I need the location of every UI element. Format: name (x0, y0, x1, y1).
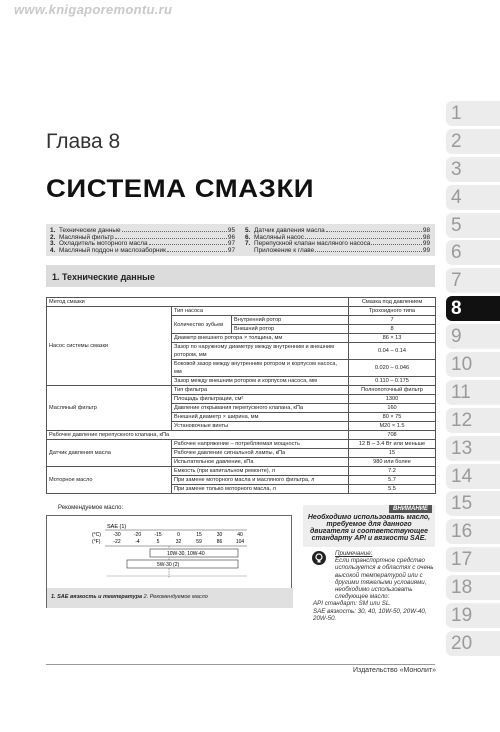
toc-title: Перепускной клапан масляного насоса (254, 240, 371, 247)
toc-leader (315, 248, 422, 252)
chapter-tab-7[interactable]: 7 (446, 268, 500, 293)
chapter-tab-17[interactable]: 17 (446, 547, 500, 572)
table-cell: 80 × 75 (349, 413, 436, 422)
toc-page: 97 (227, 246, 235, 254)
toc-right-column (245, 227, 430, 253)
table-cell: Полнопоточный фильтр (349, 386, 436, 395)
table-row (47, 440, 436, 449)
toc-page: 98 (422, 227, 430, 234)
chart-caption (47, 588, 293, 608)
toc-number: 3. (50, 240, 56, 247)
table-cell: 0.04 – 0.14 (349, 343, 436, 360)
group-label: Датчик давления масла (47, 440, 172, 467)
celsius-ticks (113, 532, 243, 538)
toc-title: Масляный насос (254, 233, 304, 241)
table-cell: 980 или более (349, 458, 436, 467)
recommended-oil-label: Рекомендуемое масло: (58, 505, 124, 511)
table-cell: Емкость (при капитальном ремонте), л (172, 467, 349, 476)
table-cell: 0.020 – 0.046 (349, 360, 436, 377)
toc-page: 99 (422, 240, 430, 247)
table-cell: При замене моторного масла и масляного фильтра, л (172, 476, 349, 485)
table-cell: Тип фильтра (172, 386, 349, 395)
toc-item[interactable] (50, 247, 235, 254)
tick-label: 32 (175, 539, 182, 545)
group-label: Масляный фильтр (47, 386, 172, 431)
viscosity-chart (46, 515, 292, 608)
table-cell: Установочные винты (172, 422, 349, 431)
table-cell: Количество зубьев (172, 316, 232, 334)
chapter-tab-15[interactable]: 15 (446, 491, 500, 516)
table-of-contents (46, 224, 435, 256)
table-cell: Внешний диаметр × ширина, мм (172, 413, 349, 422)
chapter-label: Глава 8 (46, 130, 121, 153)
table-cell: Рабочее напряжение – потребляемая мощность (172, 440, 349, 449)
toc-page: 95 (227, 227, 235, 234)
chapter-tab-5[interactable]: 5 (446, 213, 500, 238)
toc-title: Охладитель моторного масла (59, 240, 148, 247)
tick-label: 59 (196, 539, 202, 545)
celsius-label: (°C) (92, 532, 101, 538)
chapter-tab-10[interactable]: 10 (446, 352, 500, 377)
table-cell: Зазор между внешним ротором и корпусом насоса, мм (172, 377, 349, 386)
table-row (47, 431, 436, 440)
table-cell: 12 В – 3.4 Вт или меньше (349, 440, 436, 449)
table-cell: 5.7 (349, 476, 436, 485)
table-row (47, 467, 436, 476)
toc-title: Технические данные (59, 227, 121, 234)
caption-part-a: 1. SAE вязкость и температура (51, 594, 143, 600)
chapter-tab-9[interactable]: 9 (446, 324, 500, 349)
chapter-tab-18[interactable]: 18 (446, 575, 500, 600)
toc-number: 5. (245, 227, 251, 234)
table-cell: 8 (349, 325, 436, 334)
fahrenheit-label: (°F) (92, 539, 101, 545)
table-row (47, 298, 436, 307)
tick-label: 0 (177, 532, 180, 538)
table-cell: Смазка под давлением (349, 298, 436, 307)
chapter-title: СИСТЕМА СМАЗКИ (46, 175, 315, 203)
table-cell: 86 × 13 (349, 334, 436, 343)
table-row (47, 307, 436, 316)
warning-tag: ВНИМАНИЕ (389, 505, 432, 513)
chapter-tab-11[interactable]: 11 (446, 380, 500, 405)
table-cell: 7 (349, 316, 436, 325)
table-cell: 5.5 (349, 485, 436, 494)
table-cell: 15 (349, 449, 436, 458)
toc-page: 99 (422, 246, 430, 254)
toc-leader (305, 235, 422, 239)
chart-bar (127, 560, 238, 568)
chapter-tab-12[interactable]: 12 (446, 408, 500, 433)
tick-label: -20 (133, 532, 142, 538)
chapter-tab-2[interactable]: 2 (446, 129, 500, 154)
group-label: Насос системы смазки (47, 307, 172, 386)
tick-label: 5 (156, 539, 160, 545)
toc-title: Датчик давления масла (254, 227, 325, 234)
section-heading: 1. Технические данные (46, 265, 435, 287)
table-cell: 160 (349, 404, 436, 413)
tick-label: -30 (113, 532, 121, 538)
toc-left-column (50, 227, 235, 253)
toc-number: 7. (245, 240, 251, 247)
toc-leader (371, 241, 422, 245)
chapter-tab-6[interactable]: 6 (446, 240, 500, 265)
spec-table (46, 297, 436, 494)
toc-page: 98 (422, 233, 430, 241)
toc-leader (326, 228, 422, 232)
caption-part-b: 2. Рекомендуемое масло (143, 594, 208, 600)
chapter-tab-3[interactable]: 3 (446, 157, 500, 182)
chart-bar-label: 5W-30 (2) (157, 562, 180, 568)
table-cell: 0.110 – 0.175 (349, 377, 436, 386)
toc-leader (115, 235, 227, 239)
table-row (47, 386, 436, 395)
table-cell: Внутренний ротор (232, 316, 349, 325)
toc-leader (122, 228, 227, 232)
chart-header: SAE (1) (107, 524, 127, 530)
chapter-tab-14[interactable]: 14 (446, 464, 500, 489)
toc-title: Приложение к главе (254, 246, 315, 254)
note-text: Если транспортное средство используется в областях с очень высокой температурой или с другими тяжелыми условиями, необходимо использовать следующее масло: (335, 557, 434, 601)
chapter-tab-13[interactable]: 13 (446, 436, 500, 461)
watermark: www.knigaporemontu.ru (14, 2, 173, 17)
toc-leader (149, 241, 227, 245)
table-cell: Трохоидного типа (349, 307, 436, 316)
chart-bar-label: 10W-30, 10W-40 (167, 551, 205, 557)
table-cell: Зазор по наружному диаметру между внутренним и внешним ротором, мм (172, 343, 349, 360)
tick-label: 30 (216, 532, 223, 538)
toc-number: 2. (50, 233, 56, 241)
toc-number: 1. (50, 227, 56, 234)
toc-page: 96 (227, 233, 235, 241)
chapter-tab-8[interactable]: 8 (446, 296, 500, 321)
table-cell: Давление открывания перепускного клапана, кПа (172, 404, 349, 413)
toc-number: 6. (245, 233, 251, 241)
table-cell: Внешний ротор (232, 325, 349, 334)
table-cell: Площадь фильтрации, см² (172, 395, 349, 404)
table-cell: Испытательное давление, кПа (172, 458, 349, 467)
table-cell: При замене только моторного масла, л (172, 485, 349, 494)
tick-label: -22 (113, 539, 121, 545)
tick-label: 104 (235, 539, 245, 545)
tick-label: 86 (216, 539, 223, 545)
chapter-tab-19[interactable]: 19 (446, 603, 500, 628)
toc-title: Масляный поддон и маслозаборник (59, 246, 166, 254)
fahrenheit-ticks (113, 539, 244, 545)
chapter-tabs (446, 101, 500, 659)
chapter-tab-16[interactable]: 16 (446, 519, 500, 544)
publisher: Издательство «Монолит» (353, 667, 437, 674)
toc-item[interactable] (245, 247, 430, 254)
toc-page: 97 (227, 240, 235, 247)
chapter-tab-1[interactable]: 1 (446, 101, 500, 126)
table-cell: 7.2 (349, 467, 436, 476)
table-cell: Рабочее давление сигнальной лампы, кПа (172, 449, 349, 458)
footer-divider (46, 664, 435, 665)
chapter-tab-20[interactable]: 20 (446, 631, 500, 656)
toc-number: 4. (50, 246, 56, 254)
note-title: Примечание: (335, 550, 373, 557)
table-cell: M20 × 1.5 (349, 422, 436, 431)
note-sae: SAE вязкость: 30, 40, 10W-50, 20W-40, 20W-50. (313, 607, 427, 622)
table-cell: Рабочее давление перепускного клапана, кПа (47, 431, 349, 440)
warning-text: Необходимо использовать масло, требуемое для данного двигателя и соответствующее стандарту API и вязкости SAE. (307, 514, 431, 542)
table-cell: Тип насоса (172, 307, 349, 316)
table-cell: Боковой зазор между внутренним ротором и корпусом насоса, мм (172, 360, 349, 377)
group-label: Моторное масло (47, 467, 172, 494)
tick-label: -4 (135, 539, 140, 545)
table-cell: 708 (349, 431, 436, 440)
chapter-tab-4[interactable]: 4 (446, 185, 500, 210)
table-cell: 1300 (349, 395, 436, 404)
table-cell: Диаметр внешнего ротора × толщина, мм (172, 334, 349, 343)
tick-label: 15 (196, 532, 202, 538)
toc-leader (167, 248, 227, 252)
warning-box (303, 505, 435, 547)
tick-label: 40 (237, 532, 243, 538)
note-api: API стандарт: SM или SL. (313, 600, 391, 608)
note-box (305, 550, 437, 622)
toc-title: Масляный фильтр (59, 233, 114, 241)
tick-label: -15 (154, 532, 162, 538)
viscosity-chart-svg (47, 516, 293, 591)
table-cell: Метод смазки (47, 298, 349, 307)
